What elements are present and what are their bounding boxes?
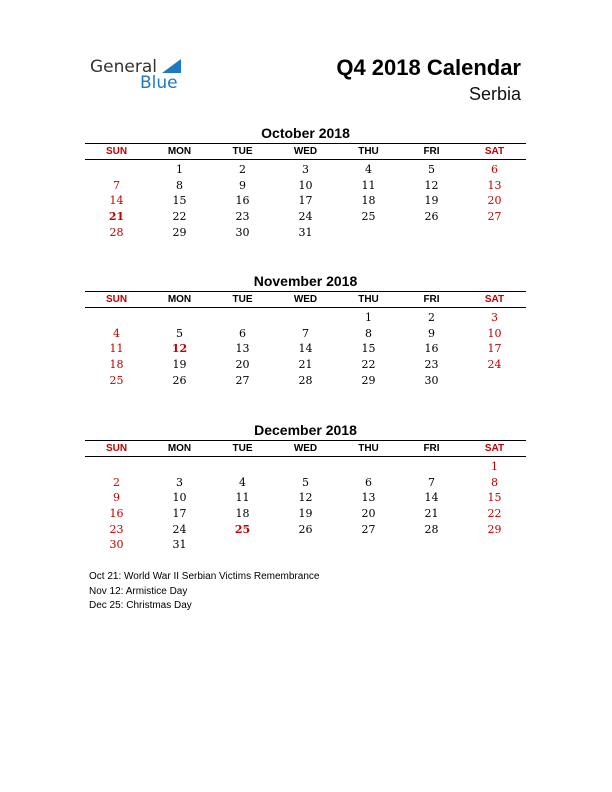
day-cell [463, 225, 526, 241]
weekday-label: FRI [423, 146, 440, 157]
day-cell: 7 [113, 178, 120, 192]
day-cell: 12 [424, 178, 439, 192]
week-row [85, 209, 526, 225]
week-row [85, 326, 526, 342]
day-cell: 20 [361, 507, 376, 521]
week-row [85, 178, 526, 194]
day-cell: 22 [172, 210, 187, 224]
day-cell: 1 [176, 163, 183, 176]
day-cell: 2 [239, 163, 246, 176]
day-cell: 3 [176, 475, 183, 489]
day-cell: 12 [298, 491, 313, 505]
day-cell: 29 [172, 225, 187, 239]
day-cell [274, 537, 337, 553]
day-cell: 13 [235, 342, 250, 356]
day-cell: 11 [109, 342, 124, 356]
week-row [85, 162, 526, 178]
day-cell: 20 [487, 194, 502, 208]
day-cell: 27 [235, 373, 250, 387]
day-cell: 20 [235, 358, 250, 372]
day-cell: 16 [235, 194, 250, 208]
day-cell [400, 225, 463, 241]
day-cell [400, 459, 463, 475]
day-cell: 4 [365, 163, 372, 176]
weekday-label: SUN [105, 294, 128, 305]
weekday-label: WED [293, 294, 318, 305]
weekday-label: SAT [484, 443, 505, 454]
day-cell [148, 310, 211, 326]
logo-general-text: General [90, 57, 157, 77]
day-cell [85, 459, 148, 475]
month-title: November 2018 [253, 273, 358, 289]
week-row [85, 341, 526, 357]
weekday-header [85, 440, 526, 457]
week-row [85, 537, 526, 553]
day-cell: 10 [172, 491, 187, 505]
day-cell: 6 [239, 326, 246, 340]
month-november [85, 272, 526, 388]
logo-blue-text: Blue [140, 73, 178, 93]
weekday-label: TUE [232, 443, 253, 454]
day-cell [337, 225, 400, 241]
day-cell: 26 [298, 522, 313, 536]
week-row [85, 506, 526, 522]
day-cell: 29 [487, 522, 502, 536]
day-cell: 19 [298, 507, 313, 521]
weekday-label: WED [293, 443, 318, 454]
month-october [85, 124, 526, 240]
day-cell [211, 459, 274, 475]
day-cell: 5 [176, 326, 183, 340]
holiday-item: Oct 21: World War II Serbian Victims Remembrance [89, 571, 320, 582]
day-cell [400, 537, 463, 553]
month-december [85, 421, 526, 553]
day-cell: 11 [361, 178, 376, 192]
day-cell: 15 [172, 194, 187, 208]
day-cell: 21 [108, 210, 125, 224]
week-row [85, 357, 526, 373]
day-cell: 6 [491, 163, 498, 176]
month-title: October 2018 [261, 125, 350, 141]
day-cell: 8 [491, 475, 498, 489]
day-cell [337, 459, 400, 475]
holiday-item: Nov 12: Armistice Day [89, 585, 188, 597]
day-cell: 26 [172, 373, 187, 387]
day-cell: 14 [424, 491, 439, 505]
day-cell: 12 [171, 342, 188, 356]
day-cell: 5 [428, 163, 435, 176]
day-cell: 25 [109, 373, 124, 387]
day-cell: 18 [235, 507, 250, 521]
weekday-label: TUE [232, 146, 253, 157]
day-cell [337, 537, 400, 553]
day-cell: 8 [176, 178, 183, 192]
day-cell: 19 [172, 358, 187, 372]
day-cell [463, 537, 526, 553]
week-row [85, 522, 526, 538]
weekday-label: FRI [423, 443, 440, 454]
day-cell: 28 [109, 225, 124, 239]
day-cell: 17 [487, 342, 502, 356]
week-row [85, 225, 526, 241]
day-cell: 23 [424, 358, 439, 372]
week-row [85, 193, 526, 209]
day-cell: 2 [428, 311, 435, 324]
day-cell: 7 [302, 326, 309, 340]
weekday-label: THU [358, 294, 379, 305]
day-cell: 5 [302, 475, 309, 489]
day-cell: 15 [361, 342, 376, 356]
day-cell: 31 [172, 538, 187, 552]
week-row [85, 373, 526, 389]
day-cell: 14 [109, 194, 124, 208]
holiday-item: Dec 25: Christmas Day [89, 600, 192, 611]
day-grid [85, 459, 526, 553]
day-cell: 25 [361, 210, 376, 224]
day-cell: 6 [365, 475, 372, 489]
weekday-label: MON [167, 294, 192, 305]
day-cell: 29 [361, 373, 376, 387]
day-cell: 9 [113, 491, 120, 505]
weekday-label: TUE [232, 294, 253, 305]
day-cell [274, 310, 337, 326]
day-cell: 13 [487, 178, 502, 192]
day-cell: 19 [424, 194, 439, 208]
day-cell: 9 [428, 326, 435, 340]
day-cell: 8 [365, 326, 372, 340]
weekday-label: SUN [105, 443, 128, 454]
day-cell: 15 [487, 491, 502, 505]
day-cell: 25 [234, 522, 251, 536]
month-title: December 2018 [254, 422, 357, 438]
page-title: Q4 2018 Calendar [336, 55, 521, 80]
day-cell: 30 [424, 373, 439, 387]
day-cell: 24 [172, 522, 187, 536]
holiday-list [89, 570, 319, 614]
day-cell: 27 [487, 210, 502, 224]
weekday-label: WED [293, 146, 318, 157]
day-cell: 1 [365, 311, 372, 324]
day-cell: 9 [239, 178, 246, 192]
day-cell: 7 [428, 475, 435, 489]
day-cell: 4 [239, 475, 246, 489]
week-row [85, 459, 526, 475]
day-cell: 14 [298, 342, 313, 356]
day-cell [211, 537, 274, 553]
day-cell: 17 [172, 507, 187, 521]
day-cell: 23 [109, 522, 124, 536]
day-cell: 24 [298, 210, 313, 224]
day-cell [85, 310, 148, 326]
day-cell [85, 162, 148, 178]
country-name: Serbia [468, 84, 521, 104]
day-cell: 31 [298, 225, 313, 239]
week-row [85, 490, 526, 506]
weekday-header [85, 143, 526, 160]
day-cell: 28 [424, 522, 439, 536]
day-grid [85, 310, 526, 388]
day-cell: 16 [109, 507, 124, 521]
weekday-label: SAT [484, 294, 505, 305]
day-cell: 27 [361, 522, 376, 536]
week-row [85, 310, 526, 326]
weekday-label: SUN [105, 146, 128, 157]
weekday-label: THU [358, 146, 379, 157]
day-grid [85, 162, 526, 240]
day-cell: 2 [113, 475, 120, 489]
day-cell: 24 [487, 358, 502, 372]
weekday-label: MON [167, 443, 192, 454]
weekday-label: SAT [484, 146, 505, 157]
day-cell: 3 [302, 163, 309, 176]
day-cell: 30 [109, 538, 124, 552]
day-cell: 4 [113, 326, 120, 340]
day-cell: 23 [235, 210, 250, 224]
logo-triangle-icon [162, 59, 181, 73]
weekday-label: THU [358, 443, 379, 454]
day-cell: 11 [235, 491, 250, 505]
day-cell: 22 [487, 507, 502, 521]
day-cell: 13 [361, 491, 376, 505]
day-cell: 26 [424, 210, 439, 224]
day-cell: 21 [424, 507, 439, 521]
day-cell: 18 [109, 358, 124, 372]
day-cell: 22 [361, 358, 376, 372]
day-cell [148, 459, 211, 475]
day-cell: 21 [298, 358, 313, 372]
day-cell: 10 [487, 326, 502, 340]
weekday-label: MON [167, 146, 192, 157]
day-cell: 10 [298, 178, 313, 192]
weekday-label: FRI [423, 294, 440, 305]
day-cell: 30 [235, 225, 250, 239]
day-cell: 18 [361, 194, 376, 208]
weekday-header [85, 291, 526, 308]
day-cell: 28 [298, 373, 313, 387]
day-cell [274, 459, 337, 475]
day-cell: 16 [424, 342, 439, 356]
day-cell [211, 310, 274, 326]
day-cell: 3 [491, 311, 498, 324]
day-cell: 1 [491, 460, 498, 473]
generalblue-logo [90, 57, 200, 97]
day-cell [463, 373, 526, 389]
week-row [85, 475, 526, 491]
day-cell: 17 [298, 194, 313, 208]
